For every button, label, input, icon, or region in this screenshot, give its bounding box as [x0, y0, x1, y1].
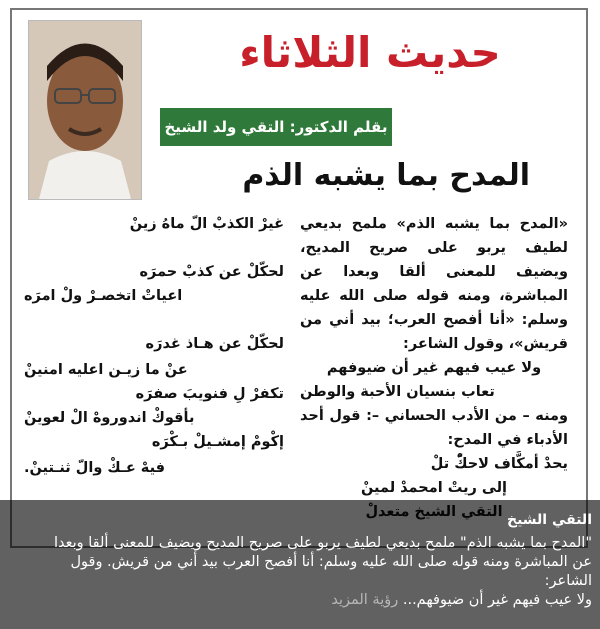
quoted-verse: تعاب بنسيان الأحبة والوطن — [300, 384, 495, 400]
byline-banner: بقلم الدكتور: التقي ولد الشيخ — [160, 108, 392, 146]
caption-overlay — [0, 500, 600, 629]
caption-line-last — [8, 591, 592, 610]
poem-verse: بأقوكْ اندوروهْ الْ لعوينْ — [24, 410, 195, 426]
column-title: حديث الثلاثاء — [239, 28, 501, 77]
poem-verse: لحكّلْ عن كذبْ حمرَه — [139, 264, 284, 280]
poem-verse: إكْومْ إمشـيلْ بـكْرَه — [151, 434, 284, 450]
article-headline: المدح بما يشبه الذم — [242, 158, 530, 193]
caption-line-text: ولا عيب فيهم غير أن ضيوفهم... — [402, 592, 592, 608]
quoted-verse: ولا عيب فيهم غير أن ضيوفهم — [326, 360, 542, 376]
poem-verse: لحكّلْ عن هـاذ غدرَه — [145, 336, 284, 352]
poem-verse: عنْ ما زيـن اعليه امنينْ — [24, 362, 188, 378]
caption-line: الشاعر: — [544, 573, 592, 589]
caption-line: عن المباشرة ومنه قوله صلى الله عليه وسلم: أنا أفصح العرب بيد أني من قريش. وقول — [70, 554, 592, 570]
quoted-verse: إلى ريتْ امحمدْ لمينْ — [361, 480, 507, 496]
poem-column — [24, 212, 284, 512]
article-body-column — [300, 212, 568, 512]
quoted-verse: يحدْ أمكَّاف لاحكّْ تلْ — [430, 456, 568, 472]
body-paragraph: ومنه – من الأدب الحساني –: قول أحد الأدباء في المدح: — [300, 408, 568, 448]
poem-verse: اعياتْ اتخصـرْ ولْ امرَه — [24, 288, 183, 304]
poem-verse: تكفرْ لِ فنويبَ صفرَه — [135, 386, 284, 402]
body-paragraph: «المدح بما يشبه الذم» ملمح بديعي لطيف يربو على صريح المديح، ويضيف للمعنى ألقا وبعدا عن المباشرة، ومنه قوله صلى الله عليه وسلم: «أنا أفصح العرب؛ بيد أني من قريش»، وقول الشاعر: — [300, 216, 568, 352]
poem-verse: فيهْ عـكْ والّ ثنـتينْ. — [24, 460, 165, 476]
caption-line: "المدح بما يشبه الذم" ملمح بديعي لطيف يربو على صريح المديح ويضيف للمعنى ألقا وبعدا — [53, 535, 592, 551]
author-photo — [28, 20, 142, 200]
post-author-name[interactable]: التقي الشيخ — [507, 512, 592, 528]
post-caption-text — [8, 534, 592, 610]
poem-verse: غيرْ الكذبْ الّ ماهُ زينْ — [129, 216, 284, 232]
see-more-link[interactable]: رؤية المزيد — [331, 592, 399, 608]
